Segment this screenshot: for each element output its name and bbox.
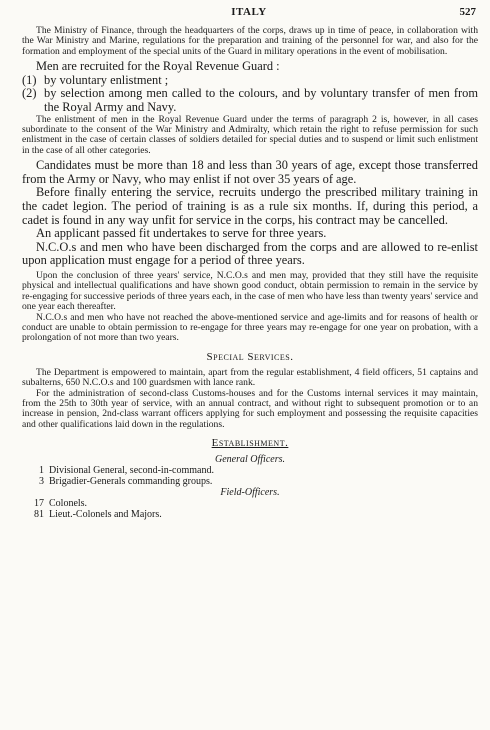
list-item — [22, 87, 478, 114]
running-title: ITALY — [231, 6, 267, 18]
paragraph-enlistment-consent: The enlistment of men in the Royal Revenue Guard under the terms of paragraph 2 is, however, in all cases subordinate to the consent of the War Ministry and Admiralty, which retain the right to refuse permission for such enlistment in the case of certain classes of soldiers detailed for special duties and to suspend or limit such enlistment in the case of all other categories. — [22, 113, 478, 156]
heading-special-services: Special Services. — [206, 350, 294, 363]
entry-count: 81 — [34, 509, 44, 521]
entry-count: 1 — [39, 465, 44, 477]
heading-field-officers: Field-Officers. — [220, 487, 280, 499]
heading-establishment: Establishment. — [211, 437, 289, 450]
list-item-number: (1) — [22, 72, 37, 87]
paragraph-department-establishment: The Department is empowered to maintain, apart from the regular establishment, 4 field officers, 51 captains and subalterns, 650 N.C.O.s and 100 guardsmen with lance rank. — [22, 366, 478, 389]
list-item-number: (2) — [22, 86, 37, 101]
establishment-entry — [22, 465, 478, 476]
list-item — [22, 74, 478, 88]
establishment-entry — [22, 498, 478, 509]
paragraph-ministry: The Ministry of Finance, through the headquarters of the corps, draws up in time of peace, in collaboration with the War Ministry and Marine, regulations for the preparation and training of the personnel for war, and also for the formation and employment of the special units of the Guard in military operations in the event of mobilisation. — [22, 25, 478, 57]
entry-count: 17 — [34, 498, 44, 510]
entry-rank: Divisional General, second-in-command. — [49, 465, 214, 477]
paragraph-customs-administration: For the administration of second-class Customs-houses and for the Customs internal services it may maintain, from the 25th to 30th year of service, with an annual contract, and without right to subsequent promotion or to an increase in pension, 2nd-class warrant officers applying for such employment and possessing the requisite capacities and other qualifications laid down in the regulations. — [22, 387, 478, 430]
paragraph-re-enlist: N.C.O.s and men who have been discharged from the corps and are allowed to re-enlist upon application must engage for a period of three years. — [22, 239, 478, 268]
entry-rank: Lieut.-Colonels and Majors. — [49, 509, 162, 521]
paragraph-cadet-training: Before finally entering the service, recruits undergo the prescribed military training in the cadet legion. The period of training is as a rule six months. If, during this period, a cadet is found in any way unfit for service in the corps, his contract may be cancelled. — [22, 185, 478, 227]
paragraph-candidate-age: Candidates must be more than 18 and less than 30 years of age, except those transferred from the Army or Navy, who may enlist if not over 35 years of age. — [22, 158, 478, 186]
entry-rank: Brigadier-Generals commanding groups. — [49, 476, 213, 488]
entry-count: 3 — [39, 476, 44, 488]
paragraph-service-term: An applicant passed fit undertakes to serve for three years. — [36, 226, 327, 241]
page-body — [22, 26, 478, 520]
establishment-entry — [22, 509, 478, 520]
paragraph-re-engagement: Upon the conclusion of three years' service, N.C.O.s and men may, provided that they still have the requisite physical and intellectual qualifications and have shown good conduct, obtain permission to remain in the service by re-engaging for successive periods of three years each, in the case of men who have less than twenty years' service and one year each thereafter. — [22, 269, 478, 313]
list-item-text: by selection among men called to the colours, and by voluntary transfer of men from the Royal Army and Navy. — [44, 86, 478, 114]
paragraph-probation: N.C.O.s and men who have not reached the above-mentioned service and age-limits and for reasons of health or conduct are unable to obtain permission to re-engage for three years may re-engage for one year on probation, with a prolongation of not more than two years. — [22, 311, 478, 344]
entry-rank: Colonels. — [49, 498, 88, 510]
paragraph-recruitment-intro: Men are recruited for the Royal Revenue Guard : — [36, 59, 280, 74]
heading-general-officers: General Officers. — [215, 454, 285, 466]
list-item-text: by voluntary enlistment ; — [44, 72, 169, 87]
page-header — [22, 6, 476, 20]
recruitment-list — [22, 74, 478, 115]
establishment-entry — [22, 476, 478, 487]
page-number: 527 — [459, 6, 476, 18]
